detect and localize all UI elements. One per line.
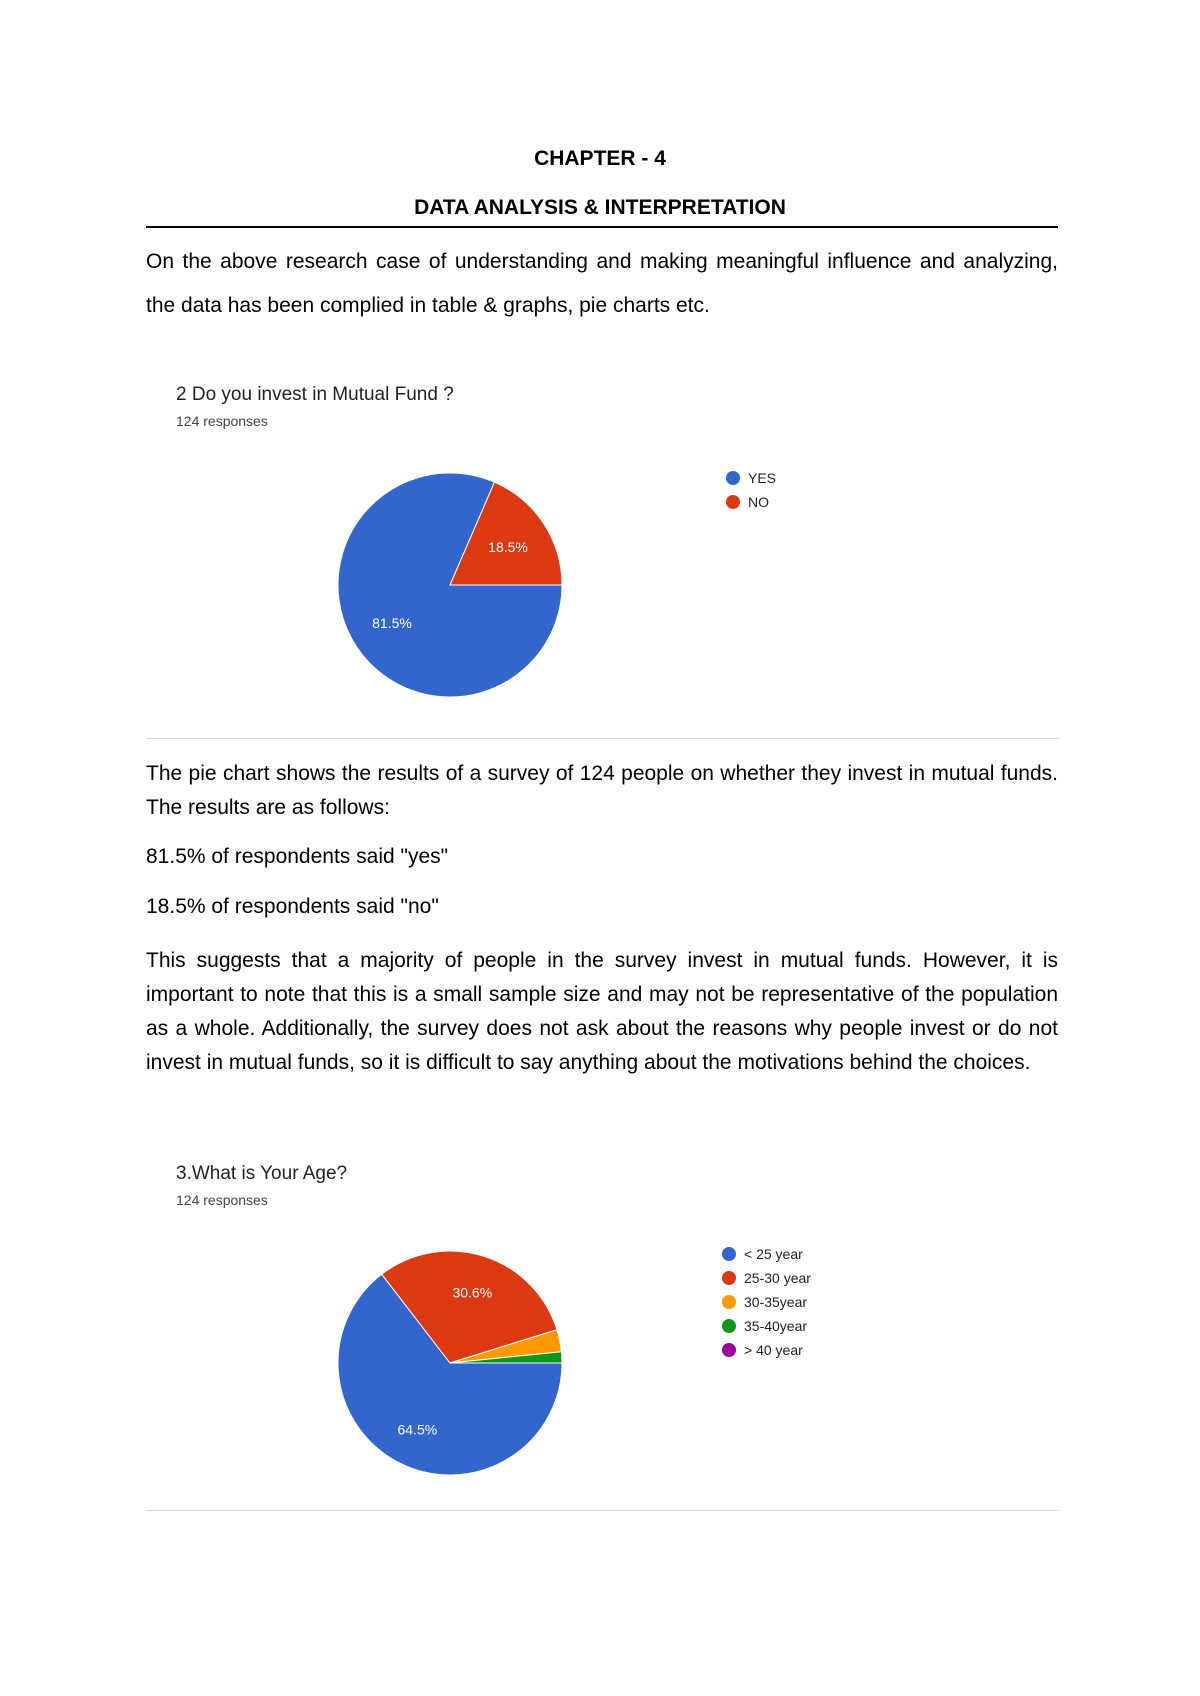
slice-label: 30.6% bbox=[452, 1284, 493, 1301]
legend-swatch bbox=[722, 1295, 736, 1309]
legend-label: 30-35year bbox=[744, 1294, 808, 1310]
chart2-separator bbox=[146, 1510, 1060, 1511]
legend-swatch bbox=[726, 471, 740, 485]
legend-swatch bbox=[722, 1271, 736, 1285]
chart2-title: 3.What is Your Age? bbox=[176, 1163, 348, 1184]
legend-label: 25-30 year bbox=[744, 1270, 811, 1286]
chart2-legend bbox=[722, 1242, 811, 1362]
chart2-responses: 124 responses bbox=[176, 1192, 268, 1208]
chapter-title: CHAPTER - 4 bbox=[534, 147, 666, 170]
chart1-title: 2 Do you invest in Mutual Fund ? bbox=[176, 384, 454, 405]
chart1-pie bbox=[330, 465, 570, 705]
legend-label: YES bbox=[748, 470, 777, 486]
legend-item bbox=[722, 1314, 811, 1338]
legend-swatch bbox=[722, 1319, 736, 1333]
heading-underline bbox=[146, 226, 1058, 228]
legend-item bbox=[722, 1266, 811, 1290]
legend-label: NO bbox=[748, 494, 769, 510]
intro-paragraph: On the above research case of understanding and making meaningful influence and analyzing, the data has been complied in table & graphs, pie charts etc. bbox=[146, 250, 1058, 317]
chart1-legend bbox=[726, 466, 776, 514]
legend-swatch bbox=[722, 1247, 736, 1261]
chart2-pie bbox=[330, 1243, 570, 1483]
legend-label: > 40 year bbox=[744, 1342, 803, 1358]
legend-swatch bbox=[722, 1343, 736, 1357]
legend-item bbox=[726, 490, 776, 514]
analysis-paragraph: This suggests that a majority of people in the survey invest in mutual funds. However, it is important to note that this is a small sample size and may not be representative of the population as a whole. Additionally, the survey does not ask about the reasons why people invest or do not invest in mutual funds, so it is difficult to say anything about the motivations behind the choices. bbox=[146, 949, 1058, 1074]
chart1-responses: 124 responses bbox=[176, 413, 268, 429]
legend-item bbox=[722, 1242, 811, 1266]
slice-label: 64.5% bbox=[397, 1421, 438, 1438]
legend-label: 35-40year bbox=[744, 1318, 808, 1334]
summary-paragraph: The pie chart shows the results of a survey of 124 people on whether they invest in mutual funds. The results are as follows: bbox=[146, 762, 1058, 819]
legend-item bbox=[722, 1290, 811, 1314]
legend-swatch bbox=[726, 495, 740, 509]
result-yes-line: 81.5% of respondents said "yes" bbox=[146, 845, 449, 868]
chart1-separator bbox=[146, 738, 1060, 739]
section-heading: DATA ANALYSIS & INTERPRETATION bbox=[414, 196, 786, 219]
result-no-line: 18.5% of respondents said "no" bbox=[146, 895, 439, 918]
legend-label: < 25 year bbox=[744, 1246, 803, 1262]
legend-item bbox=[726, 466, 776, 490]
legend-item bbox=[722, 1338, 811, 1362]
slice-label: 81.5% bbox=[372, 615, 412, 632]
slice-label: 18.5% bbox=[488, 538, 528, 555]
